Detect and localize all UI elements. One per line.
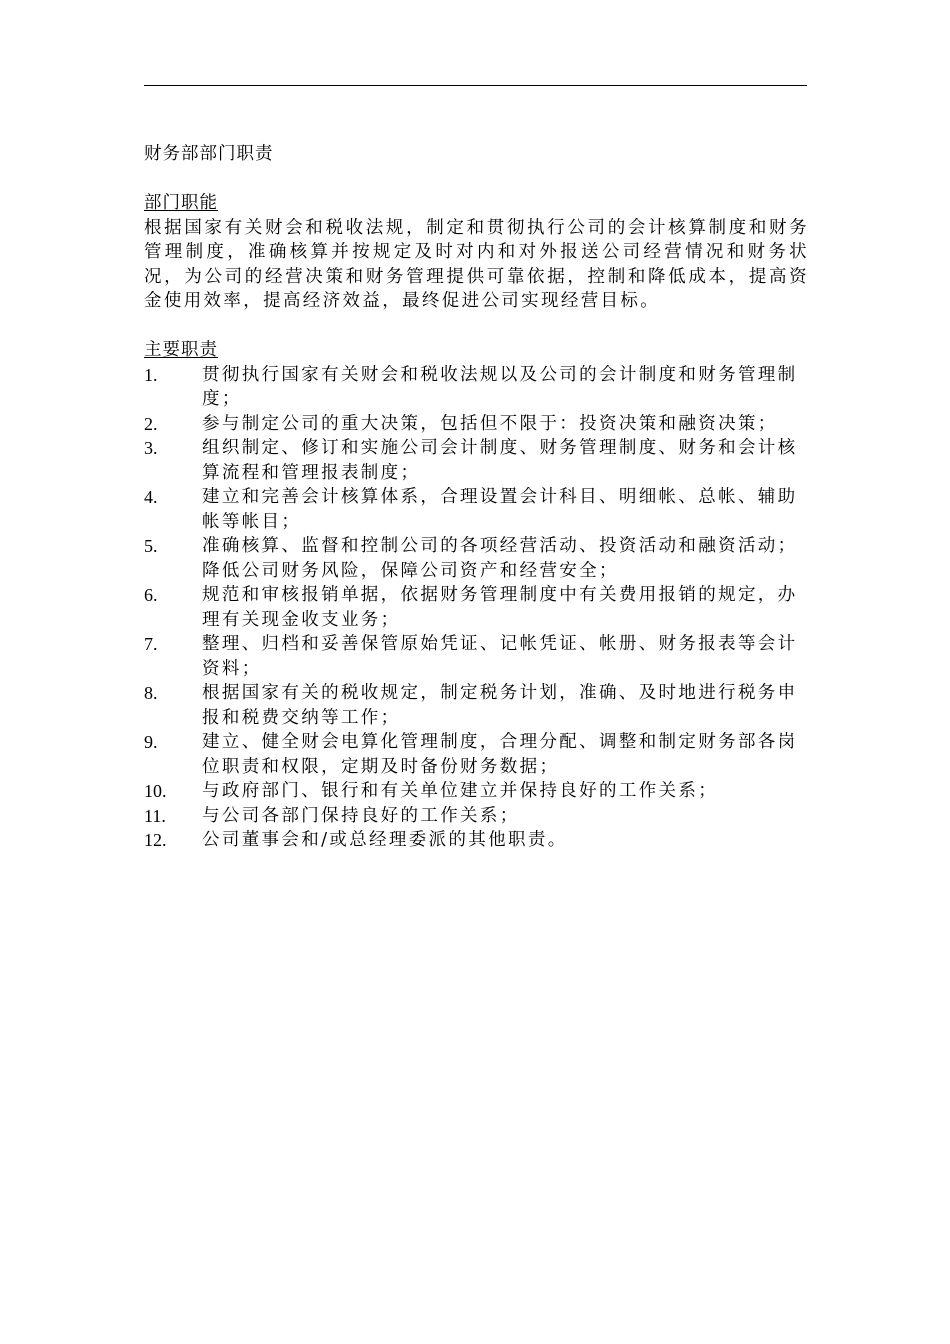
- list-item-text: 规范和审核报销单据，依据财务管理制度中有关费用报销的规定，办理有关现金收支业务；: [202, 585, 798, 630]
- list-item-text: 组织制定、修订和实施公司会计制度、财务管理制度、财务和会计核算流程和管理报表制度；: [202, 438, 798, 483]
- spacer: [144, 167, 809, 192]
- document-title: 财务部部门职责: [144, 144, 274, 164]
- list-item-number: 9.: [144, 732, 158, 752]
- list-item-text: 建立和完善会计核算体系，合理设置会计科目、明细帐、总帐、辅助帐等帐目；: [202, 487, 798, 532]
- list-item: [144, 534, 809, 583]
- duties-heading: 主要职责: [144, 340, 218, 360]
- duties-list: [144, 363, 809, 853]
- list-item-number: 2.: [144, 413, 158, 434]
- list-item-text: 建立、健全财会电算化管理制度，合理分配、调整和制定财务部各岗位职责和权限，定期及时备份财务数据；: [202, 732, 798, 777]
- list-item: [144, 804, 809, 829]
- list-item: [144, 681, 809, 730]
- list-item-text: 公司董事会和/或总经理委派的其他职责。: [202, 830, 568, 850]
- list-item-number: 4.: [144, 487, 158, 507]
- header-rule: [144, 85, 807, 86]
- list-item-number: 10.: [144, 781, 167, 801]
- list-item: [144, 485, 809, 534]
- list-item: [144, 632, 809, 681]
- list-item-text: 参与制定公司的重大决策，包括但不限于：投资决策和融资决策；: [202, 413, 778, 434]
- list-item: [144, 412, 809, 437]
- list-item: [144, 828, 809, 853]
- list-item-number: 12.: [144, 830, 167, 850]
- list-item-number: 3.: [144, 438, 158, 458]
- list-item-number: 6.: [144, 585, 158, 605]
- list-item-text: 与政府部门、银行和有关单位建立并保持良好的工作关系；: [202, 781, 719, 801]
- function-paragraph: 根据国家有关财会和税收法规，制定和贯彻执行公司的会计核算制度和财务管理制度，准确核算并按规定及时对内和对外报送公司经营情况和财务状况，为公司的经营决策和财务管理提供可靠依据，控制和降低成本，提高资金使用效率，提高经济效益，最终促进公司实现经营目标。: [144, 217, 809, 311]
- list-item-text: 贯彻执行国家有关财会和税收法规以及公司的会计制度和财务管理制度；: [202, 364, 798, 409]
- list-item: [144, 730, 809, 779]
- list-item: [144, 779, 809, 804]
- list-item-number: 8.: [144, 683, 158, 703]
- list-item-number: 7.: [144, 634, 158, 654]
- list-item-text: 整理、归档和妥善保管原始凭证、记帐凭证、帐册、财务报表等会计资料；: [202, 634, 798, 679]
- list-item-number: 5.: [144, 536, 158, 556]
- list-item-number: 1.: [144, 364, 158, 385]
- spacer: [144, 314, 809, 339]
- list-item-text: 准确核算、监督和控制公司的各项经营活动、投资活动和融资活动；降低公司财务风险，保障公司资产和经营安全；: [202, 536, 798, 581]
- list-item: [144, 363, 809, 412]
- list-item-text: 与公司各部门保持良好的工作关系；: [202, 805, 520, 826]
- list-item-number: 11.: [144, 805, 166, 826]
- function-heading-row: [144, 191, 809, 216]
- list-item: [144, 583, 809, 632]
- list-item: [144, 436, 809, 485]
- function-heading: 部门职能: [144, 193, 218, 213]
- list-item-text: 根据国家有关的税收规定，制定税务计划，准确、及时地进行税务申报和税费交纳等工作；: [202, 683, 798, 728]
- duties-heading-row: [144, 338, 809, 363]
- document-body: [144, 142, 809, 853]
